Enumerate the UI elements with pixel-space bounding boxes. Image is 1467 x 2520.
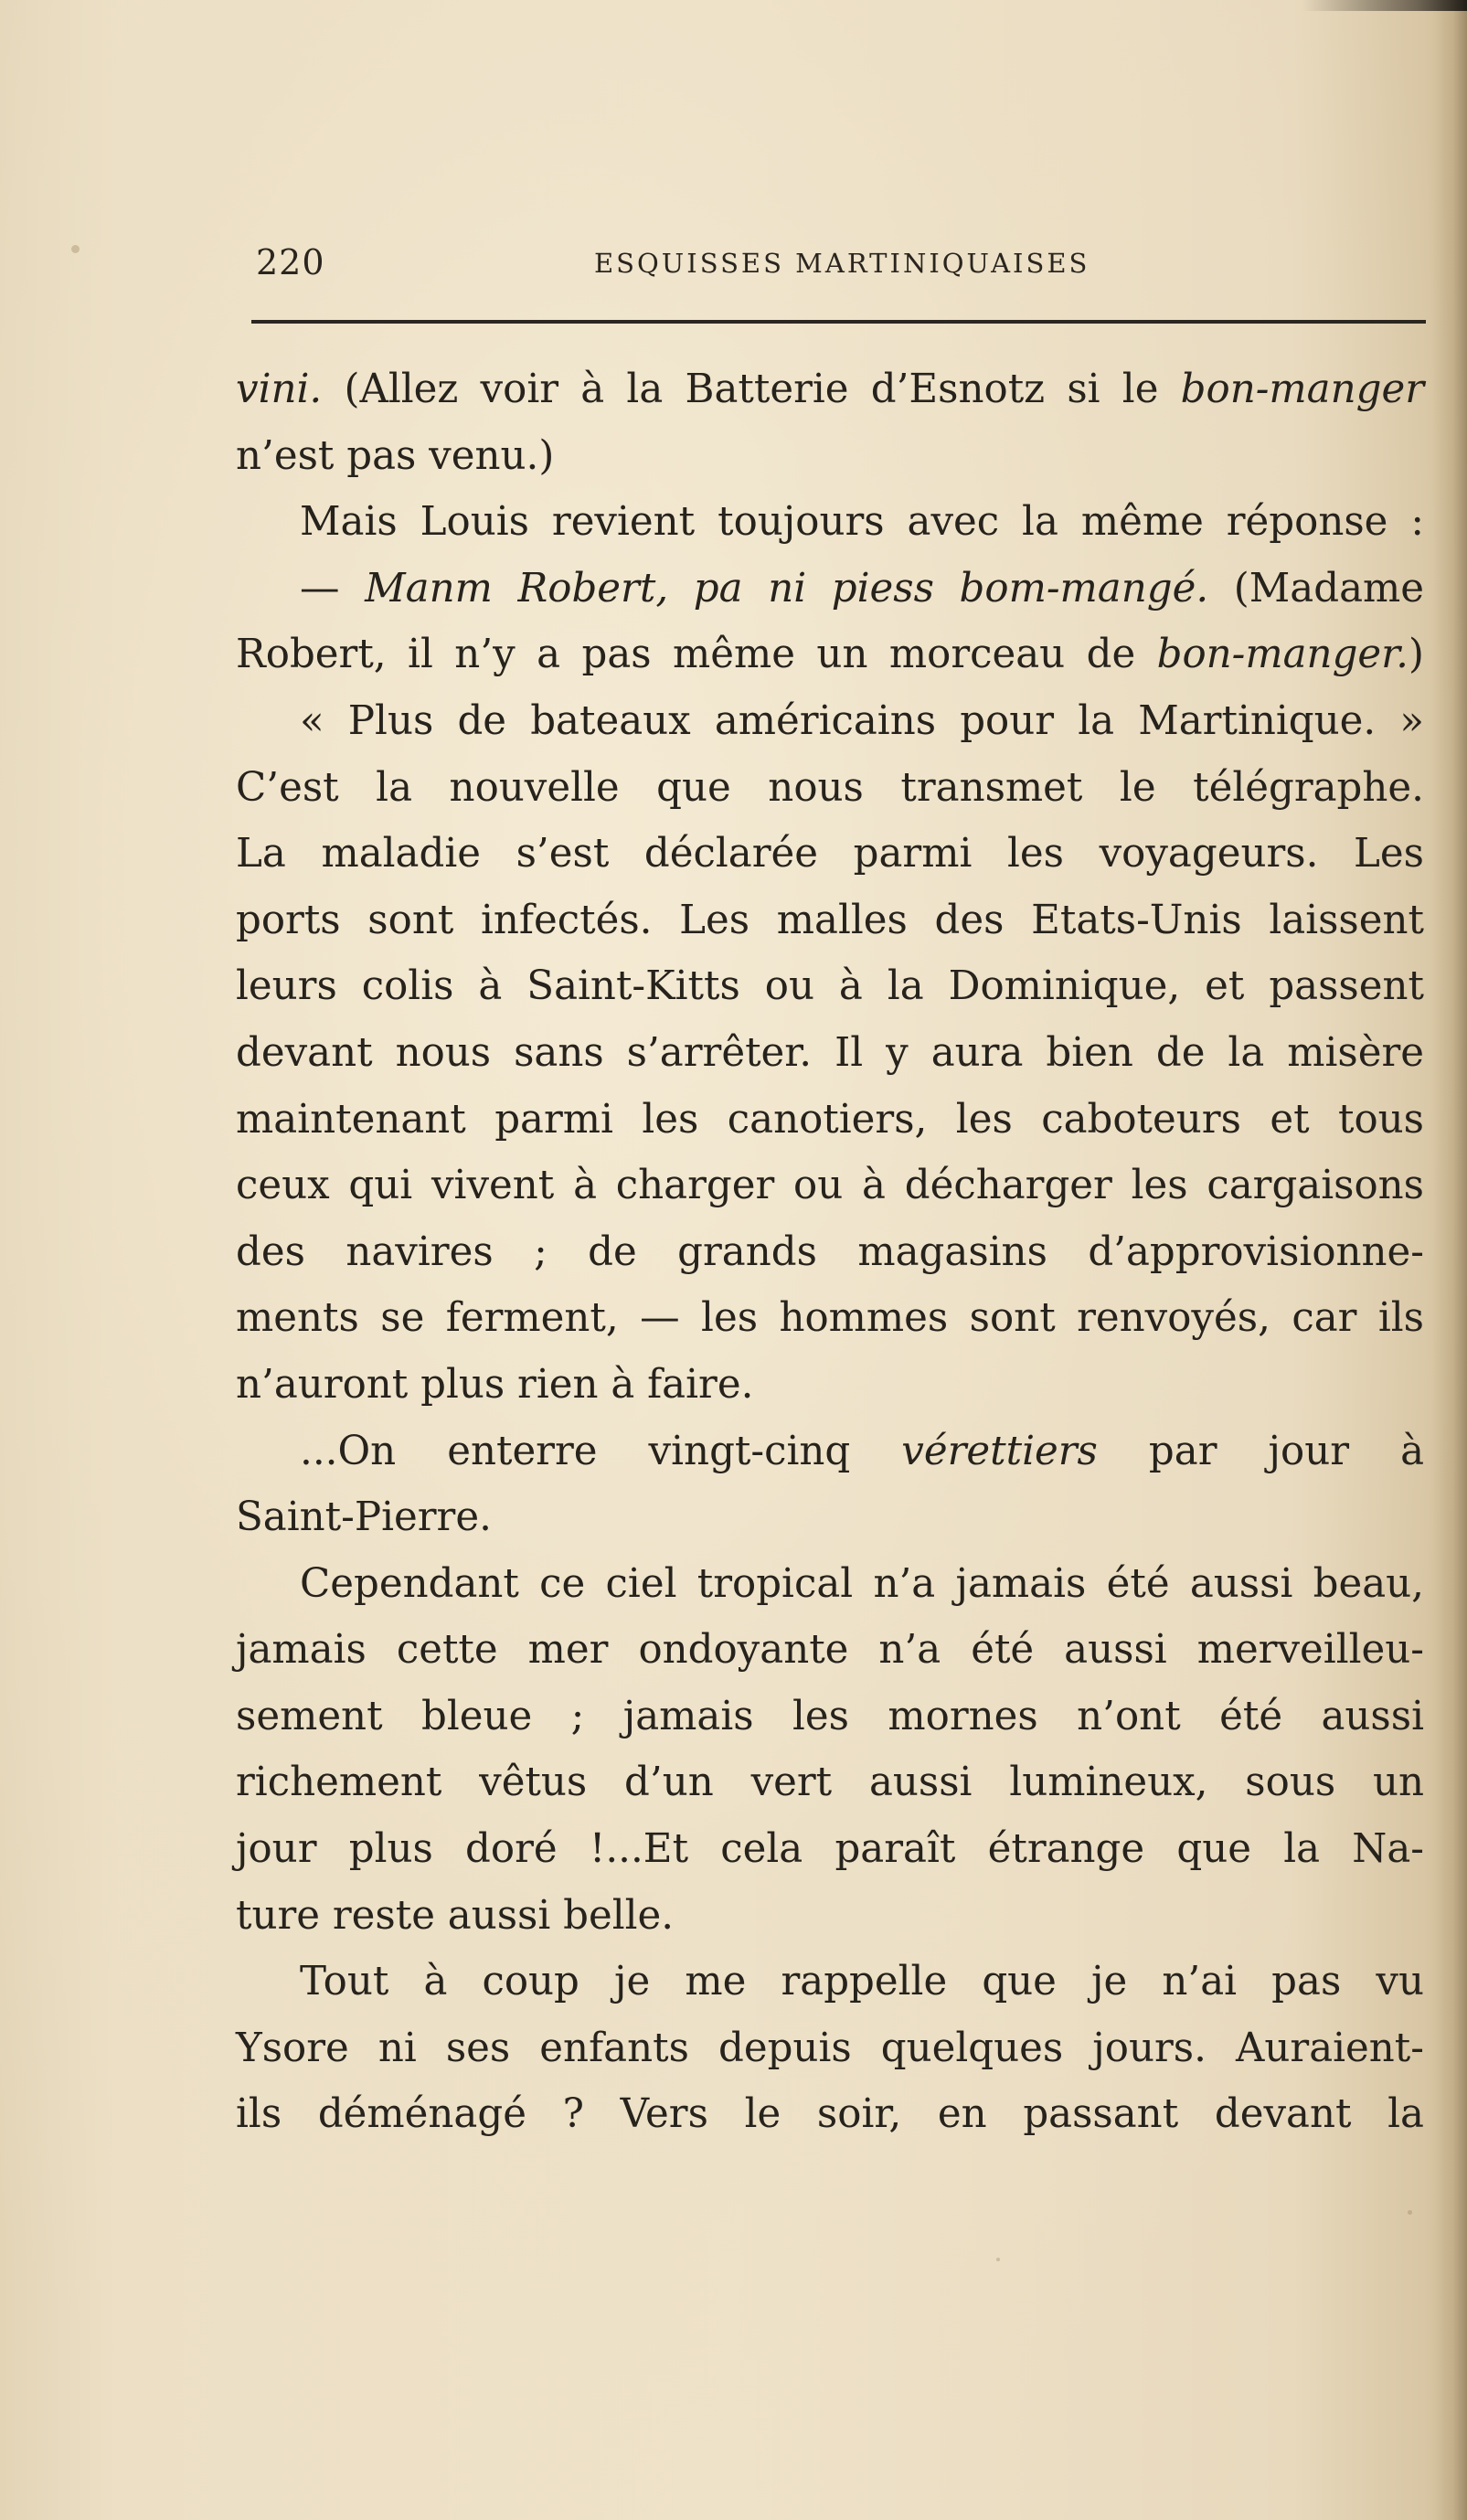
text-line bbox=[236, 1617, 1424, 1684]
text-run: (Allez voir à la Batterie d’Esnotz si le bbox=[322, 367, 1181, 412]
paper-spot bbox=[439, 2111, 441, 2114]
text-run: La maladie s’est déclarée parmi les voyageurs. Les bbox=[236, 831, 1424, 877]
text-line bbox=[236, 1020, 1424, 1087]
text-line bbox=[236, 1949, 1424, 2015]
page-edge-shadow bbox=[1432, 0, 1467, 2520]
text-line bbox=[236, 1883, 1424, 1950]
text-run: ) bbox=[1409, 632, 1424, 678]
text-run: ils déménagé ? Vers le soir, en passant devant la bbox=[236, 2091, 1424, 2138]
text-run: « Plus de bateaux américains pour la Martinique. » bbox=[300, 697, 1424, 744]
text-line bbox=[236, 423, 1424, 490]
text-run: devant nous sans s’arrêter. Il y aura bien de la misère bbox=[236, 1029, 1424, 1076]
text-line bbox=[236, 1816, 1424, 1883]
paper-spot bbox=[71, 245, 80, 253]
text-line bbox=[236, 688, 1424, 755]
text-line bbox=[236, 622, 1424, 688]
text-run: par jour à bbox=[1097, 1428, 1425, 1474]
text-run: Mais Louis revient toujours avec la même réponse : bbox=[300, 499, 1424, 546]
text-line bbox=[236, 953, 1424, 1020]
text-run: n’est pas venu.) bbox=[236, 432, 555, 479]
text-run: Saint-Pierre. bbox=[236, 1494, 492, 1541]
text-run: Robert, il n’y a pas même un morceau de bbox=[236, 632, 1157, 678]
paper-spot bbox=[996, 2258, 1000, 2261]
header-rule bbox=[251, 320, 1426, 324]
italic-text: bon-manger. bbox=[1156, 632, 1409, 678]
text-run: Tout à coup je me rappelle que je n’ai pas vu bbox=[300, 1959, 1424, 2005]
page-corner-shadow bbox=[1302, 0, 1467, 11]
text-run: sement bleue ; jamais les mornes n’ont été aussi bbox=[236, 1693, 1424, 1739]
running-title: ESQUISSES MARTINIQUAISES bbox=[594, 248, 1090, 279]
text-run: ture reste aussi belle. bbox=[236, 1892, 675, 1939]
text-line bbox=[236, 888, 1424, 954]
text-line bbox=[236, 821, 1424, 888]
text-line bbox=[236, 1087, 1424, 1154]
text-line bbox=[236, 1749, 1424, 1816]
text-run: jamais cette mer ondoyante n’a été aussi merveilleu- bbox=[236, 1627, 1424, 1674]
text-line bbox=[236, 755, 1424, 822]
text-line bbox=[236, 556, 1424, 622]
text-line bbox=[236, 1484, 1424, 1551]
text-line bbox=[236, 1153, 1424, 1219]
text-line bbox=[236, 489, 1424, 556]
page-number: 220 bbox=[256, 242, 325, 282]
text-line bbox=[236, 1352, 1424, 1419]
text-run: ceux qui vivent à charger ou à décharger les cargaisons bbox=[236, 1163, 1424, 1209]
text-run: jour plus doré !...Et cela paraît étrange que la Na- bbox=[236, 1826, 1424, 1873]
text-line bbox=[236, 356, 1424, 423]
text-run: ments se ferment, — les hommes sont renvoyés, car ils bbox=[236, 1295, 1424, 1342]
text-run: richement vêtus d’un vert aussi lumineux, sous un bbox=[236, 1760, 1424, 1806]
text-run: maintenant parmi les canotiers, les caboteurs et tous bbox=[236, 1096, 1424, 1143]
text-run: Ysore ni ses enfants depuis quelques jours. Auraient- bbox=[236, 2025, 1424, 2071]
text-run: des navires ; de grands magasins d’approvisionne- bbox=[236, 1228, 1424, 1275]
text-line bbox=[236, 1285, 1424, 1352]
text-line bbox=[236, 2081, 1424, 2148]
text-run: C’est la nouvelle que nous transmet le télégraphe. bbox=[236, 764, 1424, 811]
italic-text: bon-manger bbox=[1180, 367, 1424, 412]
text-run: n’auront plus rien à faire. bbox=[236, 1361, 754, 1408]
text-run: (Madame bbox=[1208, 565, 1425, 611]
paper-spot bbox=[1408, 2210, 1412, 2215]
text-line bbox=[236, 1684, 1424, 1750]
italic-text: Manm Robert, pa ni piess bom-mangé. bbox=[365, 565, 1209, 611]
text-line bbox=[236, 1551, 1424, 1618]
body-text bbox=[236, 356, 1424, 2148]
text-run: leurs colis à Saint-Kitts ou à la Dominique, et passent bbox=[236, 963, 1424, 1010]
text-line bbox=[236, 2015, 1424, 2082]
text-run: ports sont infectés. Les malles des Etats-Unis laissent bbox=[236, 897, 1424, 943]
text-run: ...On enterre vingt-cinq bbox=[300, 1428, 902, 1474]
text-run: — bbox=[300, 565, 366, 611]
text-line bbox=[236, 1219, 1424, 1286]
text-run: Cependant ce ciel tropical n’a jamais été aussi beau, bbox=[300, 1560, 1424, 1607]
text-line bbox=[236, 1419, 1424, 1485]
running-header bbox=[256, 242, 1426, 297]
italic-text: vini. bbox=[236, 367, 323, 412]
italic-text: vérettiers bbox=[901, 1428, 1098, 1474]
